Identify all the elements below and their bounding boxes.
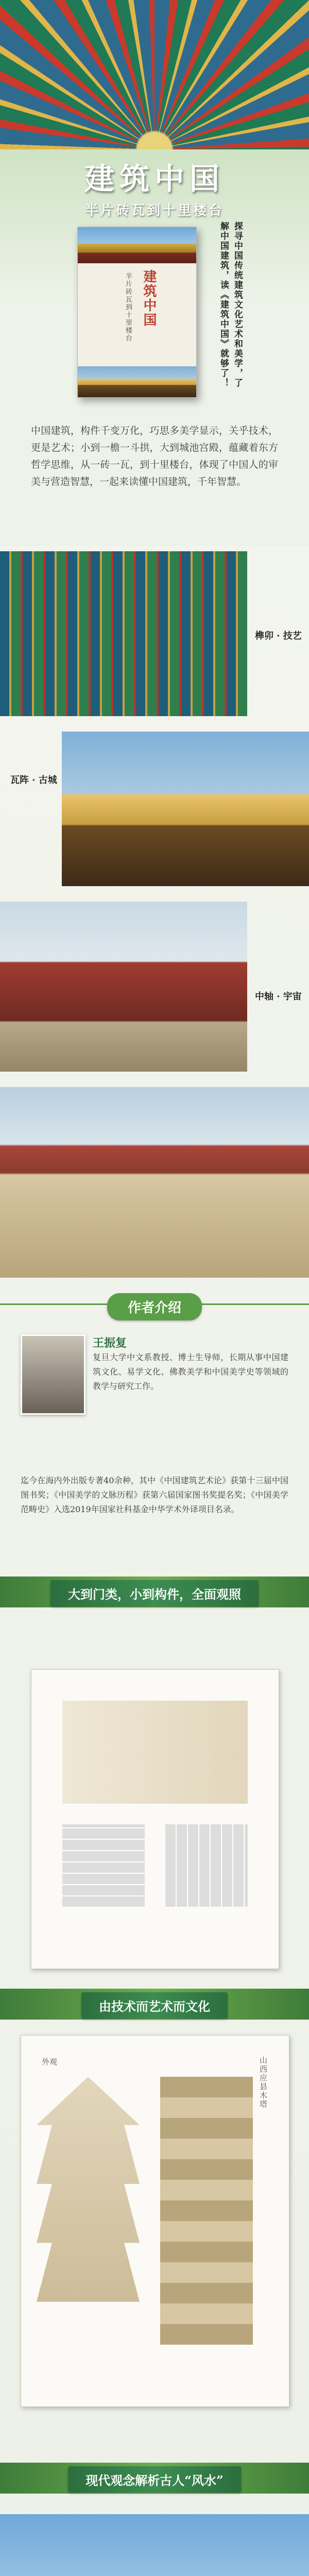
author-portrait <box>21 1334 85 1415</box>
section-2-title: 由技术而艺术而文化 <box>81 1992 228 2019</box>
diagram-page <box>31 1669 279 1969</box>
cover-title: 建筑中国 <box>141 269 157 327</box>
section-1-title: 大到门类，小到构件，全面观照 <box>50 1580 259 1606</box>
tagline-box <box>216 222 304 392</box>
hero-title: 建筑中国 <box>84 161 225 196</box>
author-bio: 复旦大学中文系教授、博士生导师，长期从事中国建筑文化、易学文化、佛教美学和中国美学史等领域的教学与研究工作。 <box>93 1352 288 1391</box>
intro-text: 中国建筑，构件千变万化，巧思多美学显示，关乎技术，更是艺术；小到一檐一斗拱，大到城池宫殿，蕴藏着东方哲学思维，从一砖一瓦，到十里楼台，体现了中国人的审美与营造智慧，一起来读懂中国建筑，千年智慧。 <box>31 425 278 487</box>
rooftop-photo <box>62 732 309 886</box>
diagram-plan-2 <box>165 1824 248 1907</box>
dome-photo <box>0 0 309 149</box>
author-works: 迄今在海内外出版专著40余种，其中《中国建筑艺术论》获第十三届中国图书奖；《中国美学的文脉历程》获第六届国家图书奖提名奖；《中国美学范畴史》入选2019年国家社科基金中华学术外译项目名录。 <box>21 1476 288 1514</box>
tagline: 探寻中国传统建筑文化艺术和美学，了解中国建筑，读《建筑中国》就够了！ <box>218 222 243 388</box>
intro-block <box>31 422 278 490</box>
pagoda-section-drawing <box>160 2077 253 2345</box>
book-cover <box>77 227 197 398</box>
axis-photo <box>0 1087 309 1278</box>
diagram-elevation <box>62 1701 248 1804</box>
caption-1: 榫卯 · 技艺 <box>255 631 302 641</box>
hero-section <box>0 0 309 546</box>
section-3 <box>0 2442 309 2576</box>
section-2 <box>0 1978 309 2442</box>
author-bio-block <box>93 1334 288 1394</box>
diagram-plan-1 <box>62 1824 145 1907</box>
pagoda-label-right: 山西应县木塔 <box>259 2056 268 2109</box>
cover-subtitle: 半片砖瓦到十里楼台 <box>124 273 132 342</box>
caption-2: 瓦阵 · 古城 <box>10 775 57 786</box>
diagram-section <box>0 1659 309 1978</box>
eave-photo <box>0 2514 309 2576</box>
hero-subtitle: 半片砖瓦到十里楼台 <box>84 203 224 218</box>
cover-eave-image <box>78 227 196 263</box>
section-3-title: 现代观念解析古人“风水” <box>68 2466 241 2493</box>
pagoda-exterior <box>37 2077 140 2345</box>
pagoda-spread <box>21 2035 289 2407</box>
author-works-block <box>21 1473 288 1517</box>
author-banner: 作者介绍 <box>107 1293 202 1320</box>
author-name: 王振复 <box>93 1336 127 1350</box>
hero-title-block <box>0 155 309 219</box>
cover-roof-image <box>78 366 196 397</box>
forbidden-city-photo <box>0 902 247 1072</box>
author-section <box>0 1288 309 1659</box>
pagoda-label-left: 外观 <box>42 2057 58 2066</box>
gallery-section <box>0 546 309 1288</box>
bracket-photo <box>0 551 247 716</box>
caption-3: 中轴 · 宇宙 <box>255 991 302 1002</box>
